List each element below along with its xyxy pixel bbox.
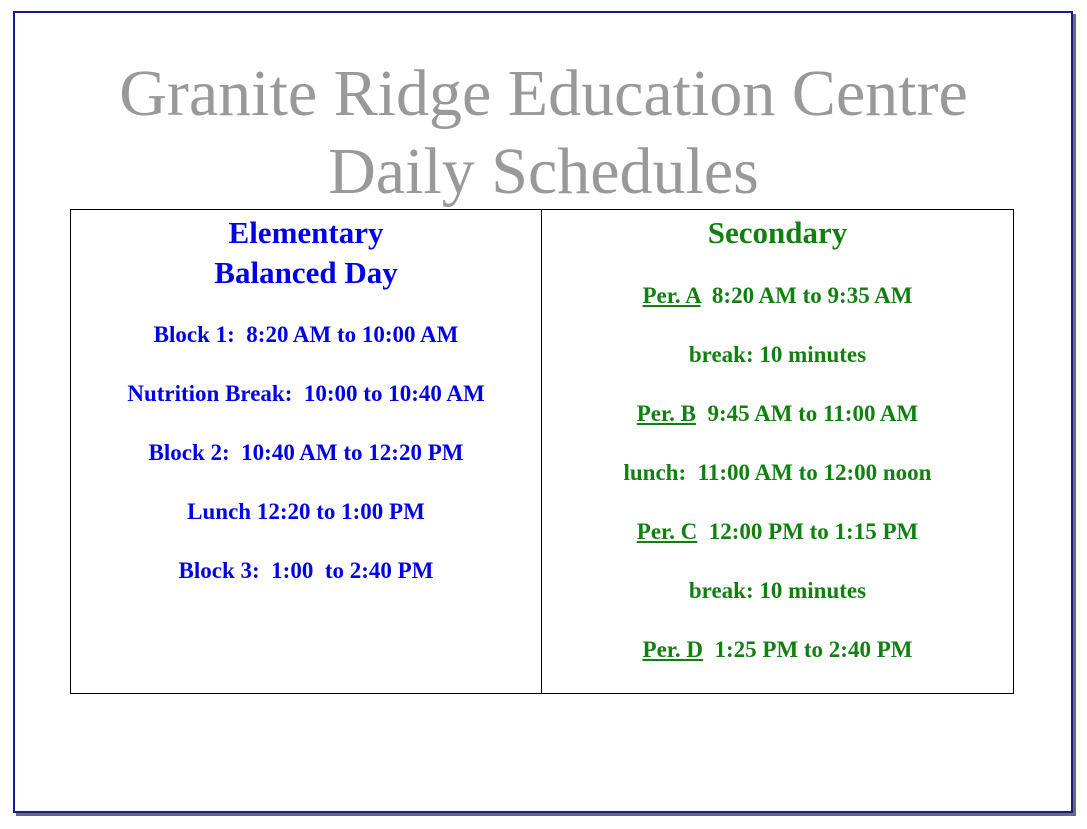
elementary-schedule-item: Block 1: 8:20 AM to 10:00 AM xyxy=(153,322,459,347)
secondary-column xyxy=(542,210,1013,693)
elementary-schedule-item: Nutrition Break: 10:00 to 10:40 AM xyxy=(127,381,485,406)
period-a-time: 8:20 AM to 9:35 AM xyxy=(700,283,913,308)
secondary-schedule-item xyxy=(542,274,1013,333)
elementary-heading-line-2: Balanced Day xyxy=(214,255,398,290)
period-a-label: Per. A xyxy=(642,283,701,308)
secondary-schedule-list xyxy=(542,274,1013,687)
title-line-2: Daily Schedules xyxy=(328,135,759,208)
page-title xyxy=(0,55,1087,211)
secondary-heading: Secondary xyxy=(707,215,848,250)
title-line-1: Granite Ridge Education Centre xyxy=(119,57,968,130)
elementary-schedule-list xyxy=(71,313,541,608)
period-d-time: 1:25 PM to 2:40 PM xyxy=(702,637,913,662)
period-c-time: 12:00 PM to 1:15 PM xyxy=(697,519,919,544)
period-b-time: 9:45 AM to 11:00 AM xyxy=(695,401,919,426)
elementary-heading xyxy=(71,213,541,293)
secondary-schedule-item xyxy=(542,628,1013,687)
period-b-label: Per. B xyxy=(636,401,696,426)
elementary-schedule-item: Block 2: 10:40 AM to 12:20 PM xyxy=(148,440,464,465)
period-c-label: Per. C xyxy=(636,519,698,544)
secondary-schedule-item xyxy=(542,333,1013,392)
secondary-schedule-item xyxy=(542,510,1013,569)
secondary-schedule-item xyxy=(542,451,1013,510)
elementary-schedule-item: Lunch 12:20 to 1:00 PM xyxy=(187,499,425,524)
period-d-label: Per. D xyxy=(642,637,703,662)
schedule-table xyxy=(70,209,1014,694)
elementary-schedule-item: Block 3: 1:00 to 2:40 PM xyxy=(178,558,434,583)
break-2-text: break: 10 minutes xyxy=(688,578,867,603)
elementary-heading-line-1: Elementary xyxy=(228,215,384,250)
elementary-column xyxy=(71,210,542,693)
secondary-schedule-item xyxy=(542,569,1013,628)
break-1-text: break: 10 minutes xyxy=(688,342,867,367)
lunch-text: lunch: 11:00 AM to 12:00 noon xyxy=(623,460,932,485)
secondary-schedule-item xyxy=(542,392,1013,451)
